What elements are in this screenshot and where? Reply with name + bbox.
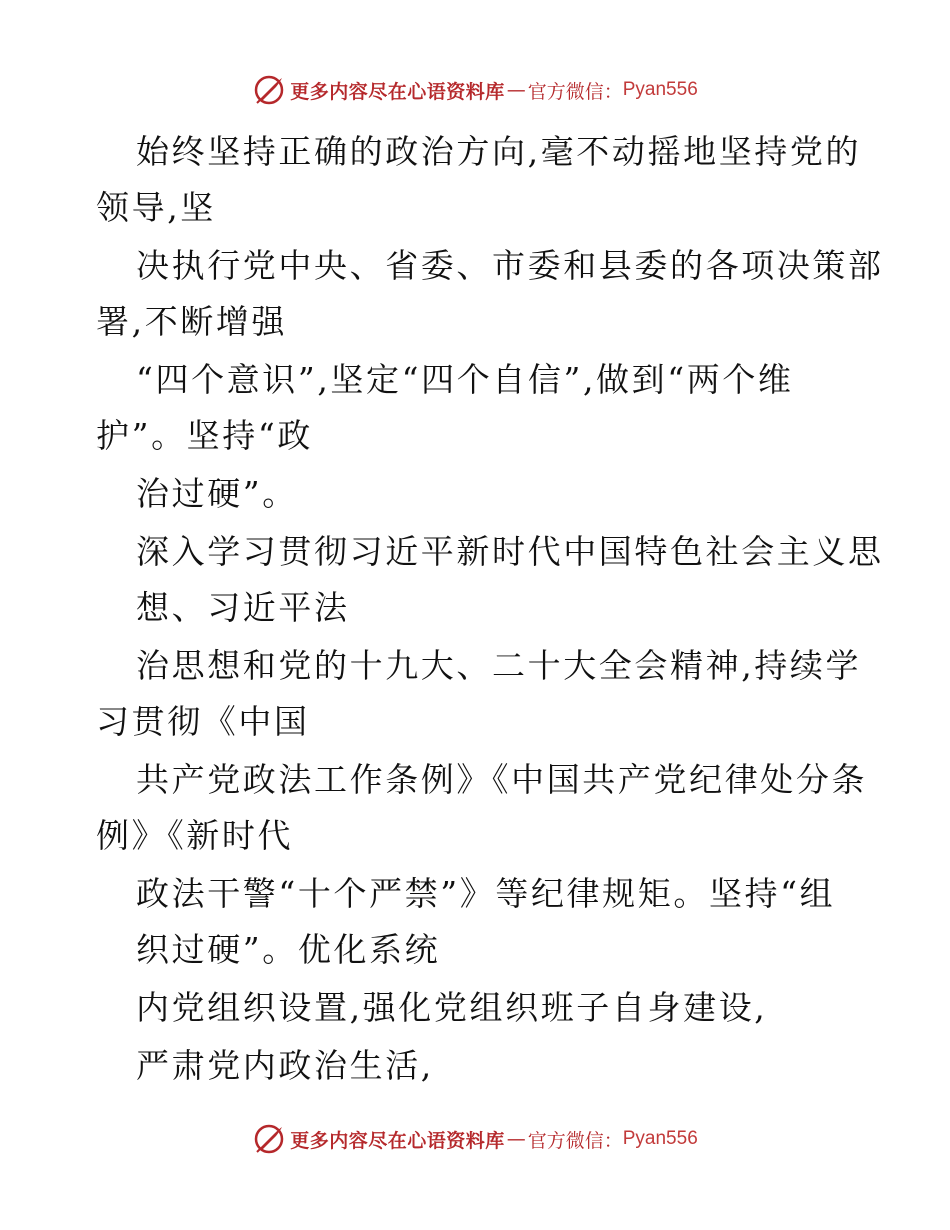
text-line: “四个意识”,坚定“四个自信”,做到“两个维 bbox=[136, 360, 794, 399]
text-line: 例》《新时代 bbox=[96, 816, 294, 855]
footer-banner bbox=[0, 1119, 950, 1159]
text-line: 严肃党内政治生活, bbox=[136, 1046, 434, 1085]
text-line: 想、习近平法 bbox=[136, 588, 350, 627]
site-name: 更多内容尽在心语资料库 bbox=[290, 1129, 505, 1152]
quill-pen-logo-icon bbox=[252, 1122, 286, 1156]
wechat-label: 官方微信： bbox=[527, 1129, 623, 1152]
text-line: 始终坚持正确的政治方向,毫不动摇地坚持党的 bbox=[136, 132, 862, 171]
separator: — bbox=[506, 79, 526, 101]
separator: — bbox=[506, 1128, 526, 1150]
text-line: 治思想和党的十九大、二十大全会精神,持续学 bbox=[136, 646, 862, 685]
text-line: 治过硬”。 bbox=[136, 474, 298, 513]
text-line: 共产党政法工作条例》《中国共产党纪律处分条 bbox=[136, 760, 868, 799]
wechat-label: 官方微信： bbox=[527, 80, 623, 103]
text-line: 习贯彻《中国 bbox=[96, 702, 310, 741]
text-line: 政法干警“十个严禁”》等纪律规矩。坚持“组 bbox=[136, 874, 836, 913]
text-line: 内党组织设置,强化党组织班子自身建设, bbox=[136, 988, 768, 1027]
text-line: 决执行党中央、省委、市委和县委的各项决策部 bbox=[136, 246, 884, 285]
quill-pen-logo-icon bbox=[252, 73, 286, 107]
text-line: 深入学习贯彻习近平新时代中国特色社会主义思 bbox=[136, 532, 884, 571]
text-line: 署,不断增强 bbox=[96, 302, 288, 341]
wechat-id: Pyan556 bbox=[622, 1128, 698, 1149]
wechat-id: Pyan556 bbox=[622, 79, 698, 100]
text-line: 领导,坚 bbox=[96, 188, 216, 227]
text-line: 织过硬”。优化系统 bbox=[136, 930, 441, 969]
header-banner bbox=[0, 70, 950, 110]
text-line: 护”。坚持“政 bbox=[96, 416, 313, 455]
site-name: 更多内容尽在心语资料库 bbox=[290, 80, 505, 103]
